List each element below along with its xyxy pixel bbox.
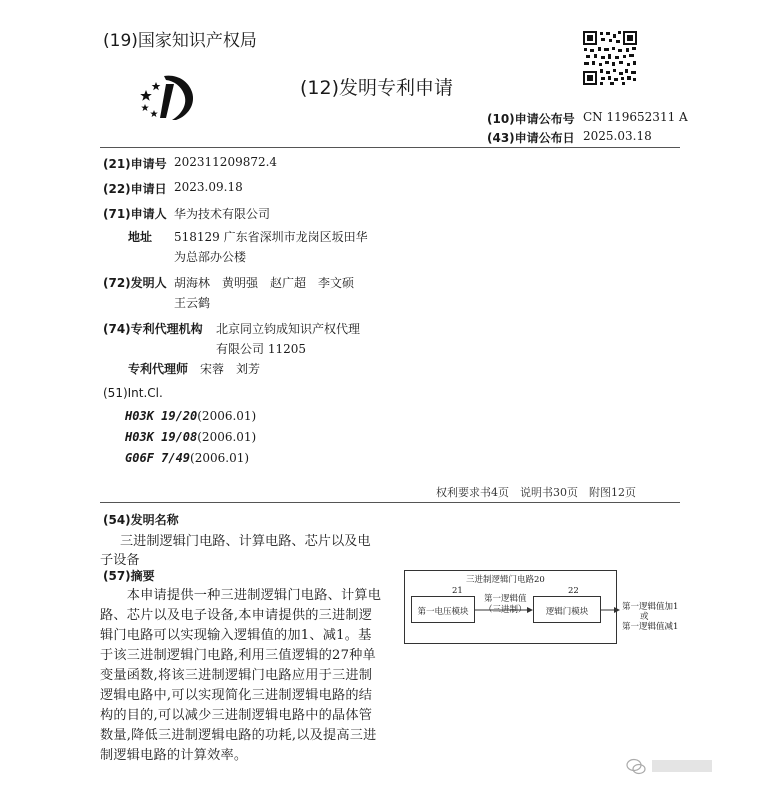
block1-number: 21 <box>452 586 463 596</box>
logic-gate-module-label: 逻辑门模块 <box>545 607 589 617</box>
arrow-head-icon <box>527 607 533 613</box>
agent-names: 宋蓉 刘芳 <box>200 362 261 376</box>
office-name: (19)国家知识产权局 <box>103 31 257 51</box>
mid-divider <box>100 502 680 503</box>
abstract-text: 本申请提供一种三进制逻辑门电路、计算电路、芯片以及电子设备,本申请提供的三进制逻辑门电路可以实现输入逻辑值的加1、减1。基于该三进制逻辑门电路,利用三值逻辑的27种单变量函数,将该三进制逻辑门电路应用于三进制逻辑电路中,可以实现简化三进制逻辑电路的结构的目的,可以减少三进制逻辑电路中的晶体管数量,降低三进制逻辑电路的功耗,以及提高三进制逻辑电路的计算效率。 <box>100 588 382 763</box>
block2-number: 22 <box>568 586 579 596</box>
publication-number-label: (10)申请公布号 <box>487 112 575 126</box>
int-cl-version: (2006.01) <box>197 430 257 444</box>
qr-code-icon <box>582 30 638 86</box>
agency-line-2: 有限公司 11205 <box>216 342 306 356</box>
int-cl-version: (2006.01) <box>197 409 257 423</box>
int-cl-entry <box>125 405 256 424</box>
inventor-label: (72)发明人 <box>103 276 167 290</box>
applicant-name: 华为技术有限公司 <box>174 207 271 221</box>
output-label-line-3: 第一逻辑值减1 <box>622 622 679 632</box>
agency-line-1: 北京同立钧成知识产权代理 <box>216 322 361 336</box>
arrow-label-line-1: 第一逻辑值 <box>484 594 527 604</box>
address-line-2: 为总部办公楼 <box>174 250 247 264</box>
publication-number: CN 119652311 A <box>583 110 688 124</box>
applicant-label: (71)申请人 <box>103 207 167 221</box>
watermark-text-placeholder <box>652 760 712 772</box>
header-divider <box>100 147 680 148</box>
int-cl-code: H03K 19/08 <box>125 430 198 444</box>
application-date-label: (22)申请日 <box>103 182 167 196</box>
voltage-module-label: 第一电压模块 <box>417 607 469 617</box>
document-type: (12)发明专利申请 <box>300 77 454 99</box>
publication-date-label: (43)申请公布日 <box>487 131 575 145</box>
int-cl-code: H03K 19/20 <box>125 409 198 423</box>
output-arrow-head-icon <box>614 607 620 613</box>
inventors-line-2: 王云鹤 <box>174 296 211 310</box>
address-line-1: 518129 广东省深圳市龙岗区坂田华 <box>174 230 368 244</box>
int-cl-version: (2006.01) <box>190 451 250 465</box>
arrow-label-line-2: （三进制） <box>484 605 527 615</box>
agent-label: 专利代理师 <box>128 362 189 376</box>
page-counts: 权利要求书4页 说明书30页 附图12页 <box>436 486 636 499</box>
cnipa-logo-icon <box>136 70 200 122</box>
output-label-line-1: 第一逻辑值加1 <box>622 602 679 612</box>
int-cl-entry <box>125 447 249 466</box>
invention-title-line-2: 子设备 <box>100 553 140 568</box>
agency-label: (74)专利代理机构 <box>103 322 203 336</box>
int-cl-label: (51)Int.Cl. <box>103 386 163 400</box>
abstract-label: (57)摘要 <box>103 569 155 583</box>
invention-title-line-1: 三进制逻辑门电路、计算电路、芯片以及电 <box>120 534 371 549</box>
int-cl-code: G06F 7/49 <box>125 451 191 465</box>
int-cl-entry <box>125 426 256 445</box>
application-number: 202311209872.4 <box>174 155 278 169</box>
publication-date: 2025.03.18 <box>583 129 652 143</box>
chat-bubble-icon <box>626 758 646 776</box>
inventors-line-1: 胡海林 黄明强 赵广超 李文硕 <box>174 276 355 290</box>
address-label: 地址 <box>128 230 153 244</box>
figure-title: 三进制逻辑门电路20 <box>466 575 545 585</box>
application-number-label: (21)申请号 <box>103 157 167 171</box>
output-label-line-2: 或 <box>640 612 649 622</box>
invention-title-label: (54)发明名称 <box>103 513 179 527</box>
application-date: 2023.09.18 <box>174 180 243 194</box>
